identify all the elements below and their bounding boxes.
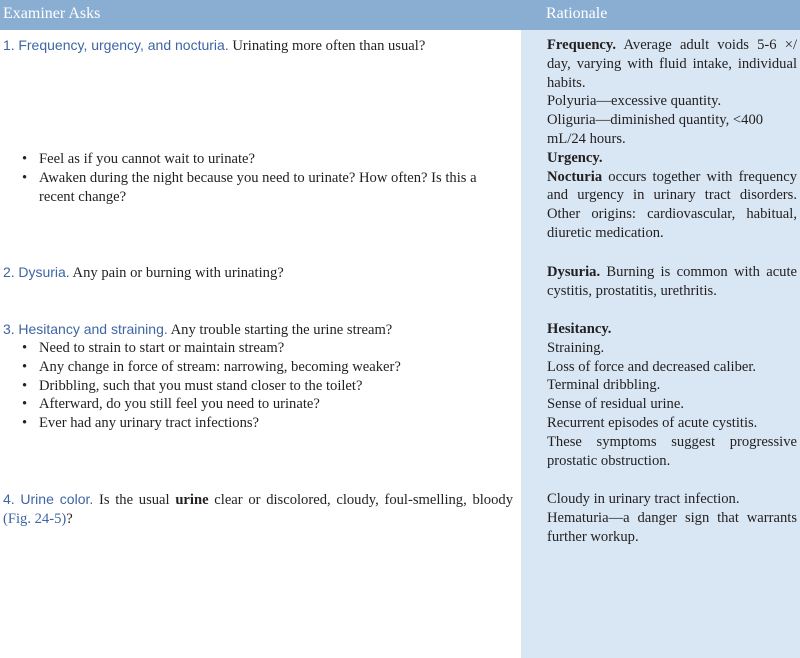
rationale-line: Straining. — [547, 339, 605, 356]
item-question-text: Any trouble starting the urine stream? — [170, 322, 393, 338]
oliguria-line: Oliguria—diminished quantity, <400 mL/24 hours. — [547, 112, 764, 147]
polyuria-line: Polyuria—excessive quantity. — [547, 93, 722, 110]
item-3-rationale — [527, 320, 797, 470]
list-item: • Need to strain to start or maintain stream? — [3, 339, 513, 358]
item-question-end: ? — [66, 510, 73, 527]
item-question-text: Urinating more often than usual? — [232, 38, 426, 54]
item-1-question — [3, 36, 513, 56]
rationale-line: Terminal dribbling. — [547, 377, 661, 394]
hesitancy-term — [527, 320, 797, 339]
term: Hesitancy. — [547, 321, 612, 337]
table-header — [0, 0, 800, 30]
rationale-heading: Rationale — [546, 5, 608, 22]
rationale-text: occurs together with frequency and urgency in urinary tract disorders. Other origins: cardiovascular, habitual, diuretic medication. — [547, 168, 797, 241]
item-1-bullets — [3, 150, 513, 206]
term: Dysuria. — [547, 264, 601, 280]
item-question-text: Any pain or burning with urinating? — [72, 265, 284, 281]
term: Urgency. — [547, 149, 603, 166]
item-2-rationale — [527, 263, 797, 301]
list-item: • Feel as if you cannot wait to urinate? — [3, 150, 513, 169]
rationale-summary: These symptoms suggest progressive prostatic obstruction. — [547, 433, 797, 469]
list-item: • Dribbling, such that you must stand closer to the toilet? — [3, 377, 513, 396]
item-number: 4. — [3, 491, 15, 507]
term: Frequency. — [547, 37, 617, 53]
figure-reference-link[interactable]: (Fig. 24-5) — [3, 510, 67, 527]
item-number: 1. — [3, 37, 15, 53]
item-4-rationale — [527, 490, 797, 546]
rationale-text: Average adult voids 5-6 ×/ day, varying with fluid intake, individual habits. — [547, 37, 798, 91]
list-item: • Afterward, do you still feel you need to urinate? — [3, 395, 513, 414]
item-question-text: clear or discolored, cloudy, foul-smelling, bloody — [214, 492, 513, 508]
list-item: • Ever had any urinary tract infections? — [3, 414, 513, 433]
item-3-bullets — [3, 339, 513, 433]
cloudy-line: Cloudy in urinary tract infection. — [547, 491, 740, 507]
list-item: • Awaken during the night because you need to urinate? How often? Is this a recent change? — [3, 169, 513, 207]
item-question-text: Is the usual — [99, 492, 170, 508]
urgency-term — [527, 149, 797, 168]
nocturia-rationale — [527, 168, 797, 243]
item-1-rationale — [527, 36, 797, 243]
dysuria-rationale — [527, 263, 797, 301]
item-3-question — [3, 320, 513, 340]
rationale-line: Sense of residual urine. — [547, 396, 684, 413]
item-number: 2. — [3, 264, 15, 280]
rationale-text: Burning is common with acute cystitis, prostatitis, urethritis. — [547, 264, 797, 299]
item-topic: Dysuria. — [18, 264, 70, 280]
item-question-bold: urine — [175, 492, 209, 508]
item-topic: Hesitancy and straining. — [18, 321, 168, 337]
item-number: 3. — [3, 321, 15, 337]
frequency-rationale — [527, 36, 797, 92]
examiner-asks-heading: Examiner Asks — [3, 5, 101, 22]
list-item: • Any change in force of stream: narrowing, becoming weaker? — [3, 358, 513, 377]
item-4-question — [3, 490, 513, 529]
item-2-question — [3, 263, 513, 283]
rationale-line: Recurrent episodes of acute cystitis. — [547, 414, 758, 431]
term: Nocturia — [547, 168, 603, 185]
item-topic: Frequency, urgency, and nocturia. — [18, 37, 229, 53]
rationale-line: Loss of force and decreased caliber. — [547, 358, 757, 375]
item-topic: Urine color. — [20, 491, 94, 507]
hematuria-line: Hematuria—a danger sign that warrants further workup. — [547, 509, 797, 545]
